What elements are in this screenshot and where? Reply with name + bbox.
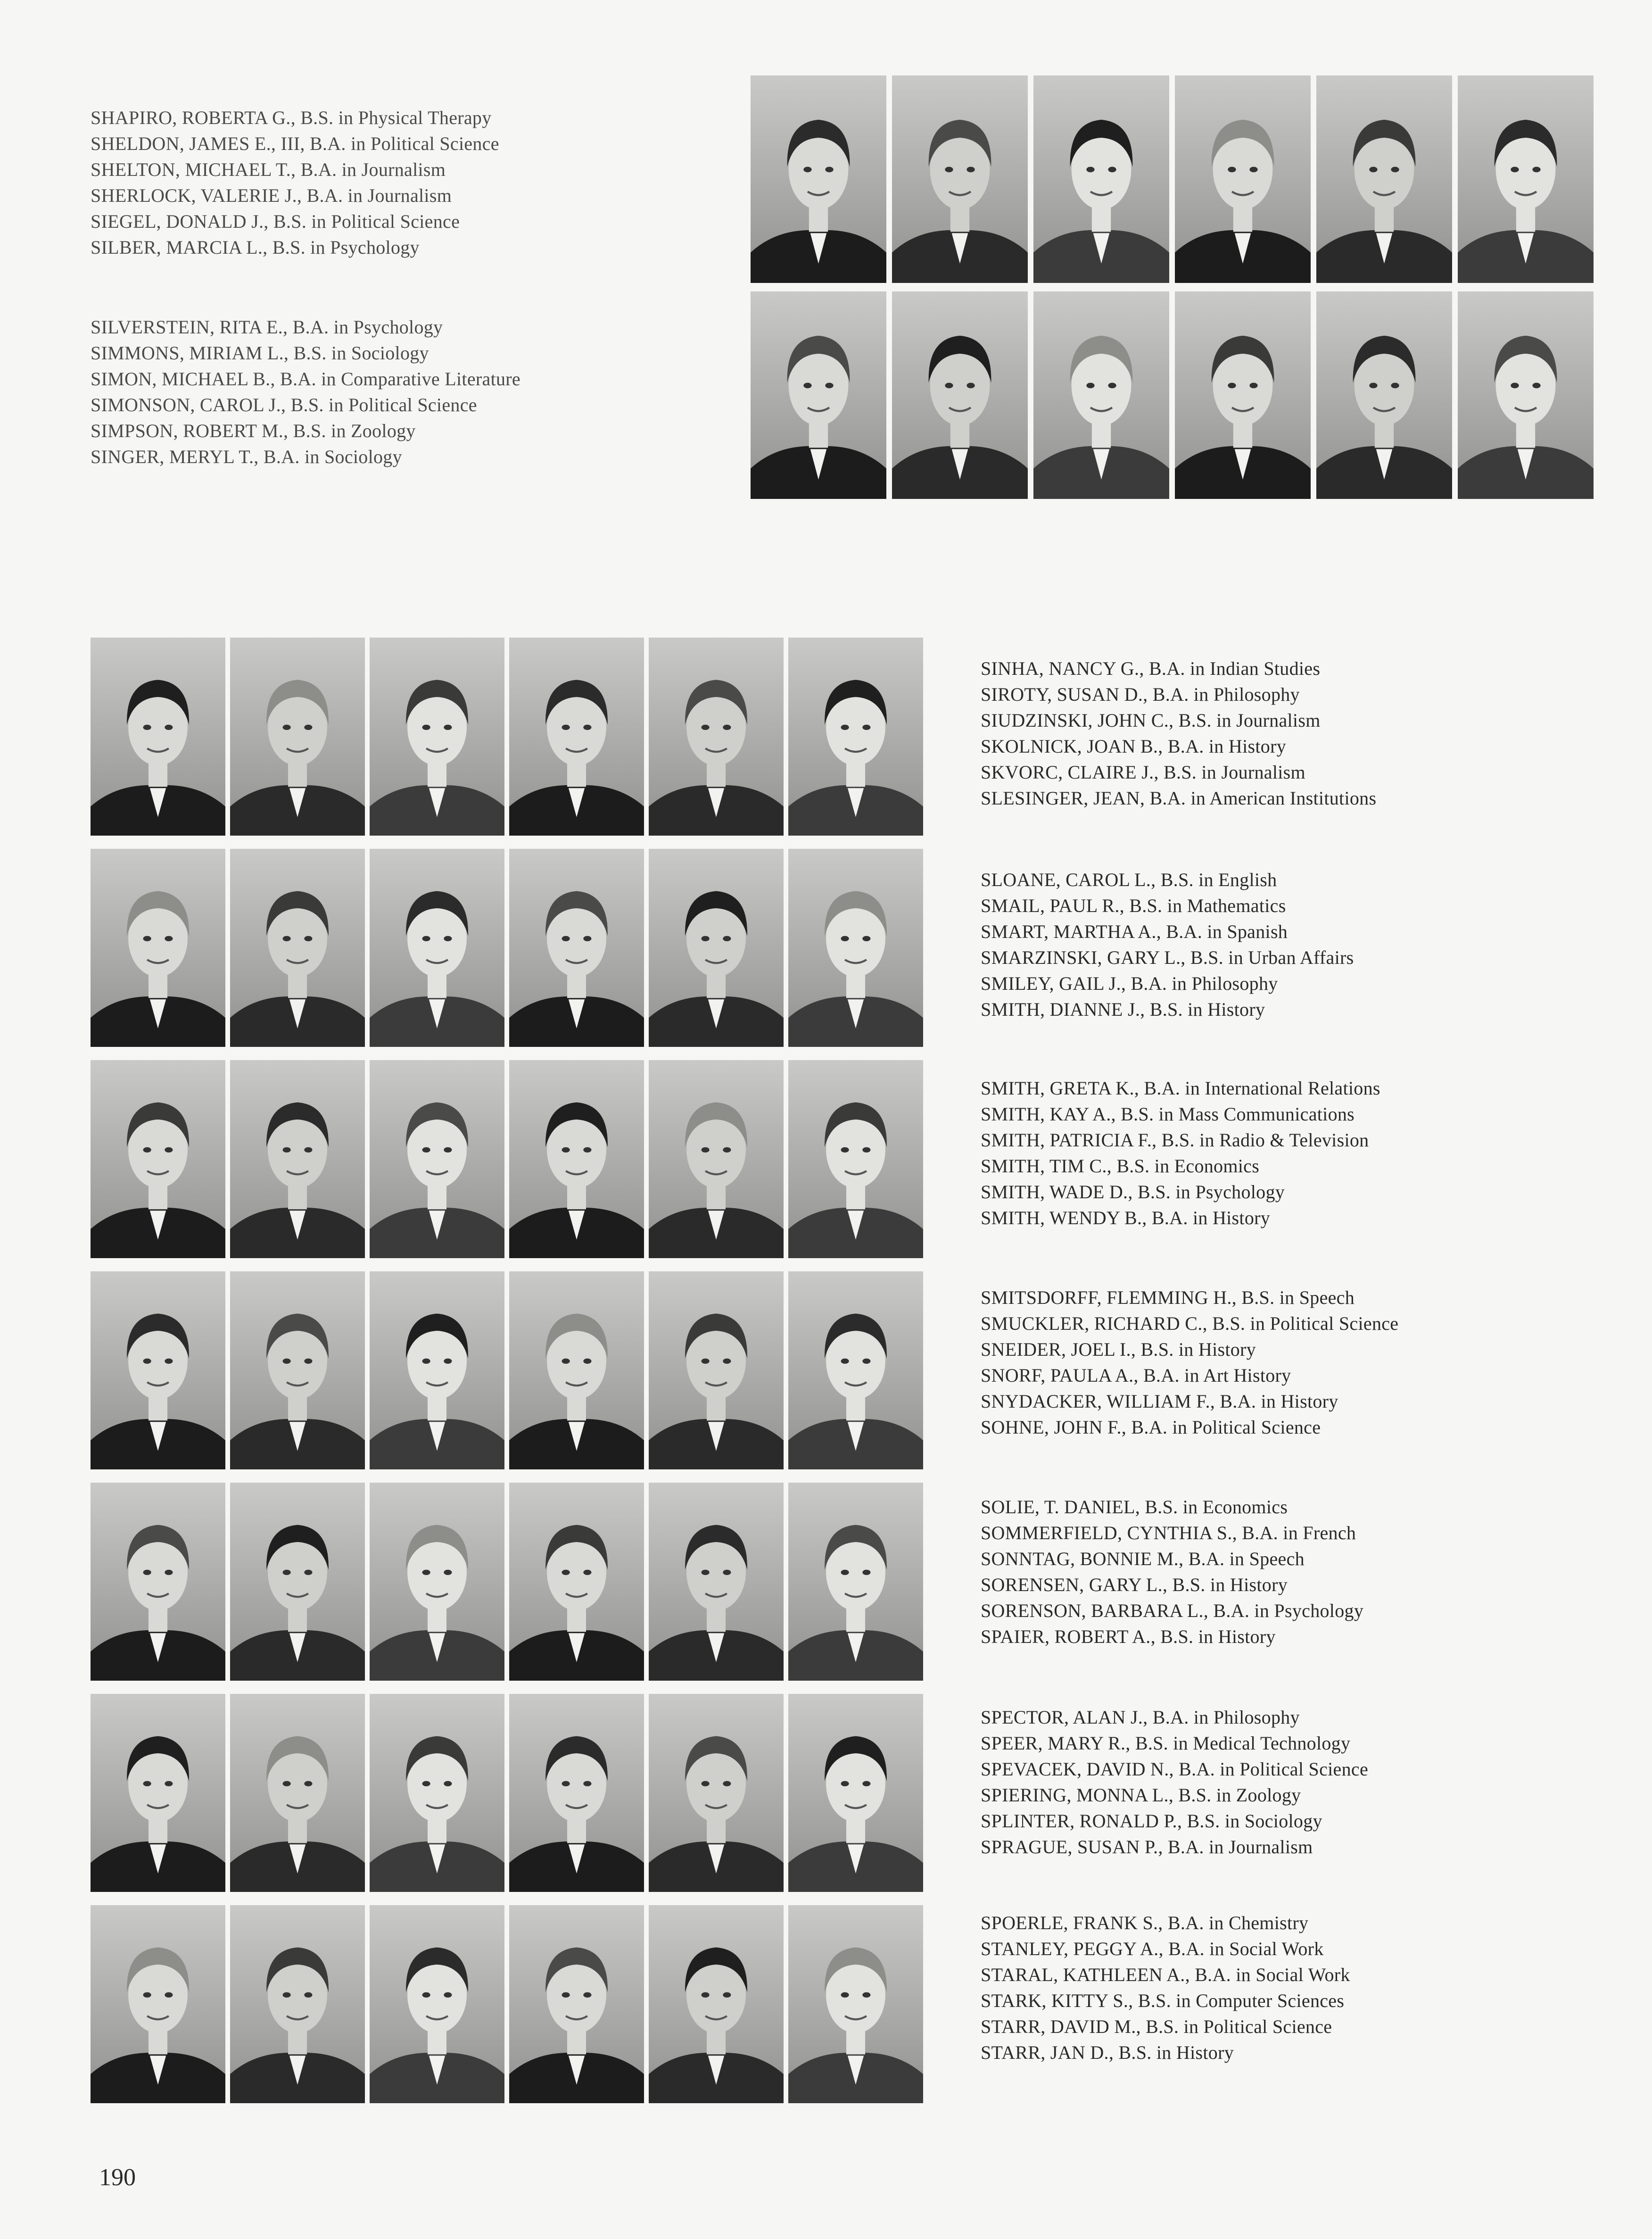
portrait-photo: [788, 1905, 923, 2103]
portrait-photo: [649, 1060, 784, 1258]
right-names-group-3: [981, 1075, 1380, 1231]
caption-line: SKVORC, CLAIRE J., B.S. in Journalism: [981, 762, 1305, 783]
caption-line: STARR, DAVID M., B.S. in Political Science: [981, 2016, 1332, 2037]
caption-line: STARR, JAN D., B.S. in History: [981, 2042, 1234, 2063]
portrait-photo: [1458, 75, 1594, 283]
portrait-photo: [509, 849, 644, 1047]
caption-line: SHERLOCK, VALERIE J., B.A. in Journalism: [91, 185, 452, 206]
portrait-photo: [230, 1060, 365, 1258]
portrait-photo: [788, 1694, 923, 1892]
portrait-photo: [1316, 291, 1452, 499]
caption-line: SLESINGER, JEAN, B.A. in American Institutions: [981, 788, 1377, 809]
portrait-photo: [370, 1905, 504, 2103]
caption-line: SNYDACKER, WILLIAM F., B.A. in History: [981, 1391, 1338, 1412]
portrait-photo: [91, 1905, 225, 2103]
caption-line: SMUCKLER, RICHARD C., B.S. in Political Science: [981, 1313, 1399, 1334]
portrait-photo: [230, 638, 365, 836]
caption-line: SORENSEN, GARY L., B.S. in History: [981, 1574, 1288, 1595]
top-names-group-1: [91, 105, 499, 260]
caption-line: SIMPSON, ROBERT M., B.S. in Zoology: [91, 420, 416, 441]
caption-line: SPRAGUE, SUSAN P., B.A. in Journalism: [981, 1836, 1313, 1858]
portrait-photo: [649, 638, 784, 836]
portrait-photo: [788, 849, 923, 1047]
portrait-photo: [892, 291, 1028, 499]
caption-line: SMITSDORFF, FLEMMING H., B.S. in Speech: [981, 1287, 1355, 1308]
caption-line: SMART, MARTHA A., B.A. in Spanish: [981, 921, 1288, 942]
caption-line: SMITH, WADE D., B.S. in Psychology: [981, 1181, 1285, 1202]
portrait-photo: [509, 1060, 644, 1258]
caption-line: SMITH, TIM C., B.S. in Economics: [981, 1155, 1260, 1177]
caption-line: SIUDZINSKI, JOHN C., B.S. in Journalism: [981, 710, 1321, 731]
right-names-group-2: [981, 867, 1354, 1022]
portrait-photo: [91, 1271, 225, 1469]
portrait-photo: [230, 1271, 365, 1469]
right-names-group-6: [981, 1704, 1368, 1860]
caption-line: SMITH, DIANNE J., B.S. in History: [981, 999, 1265, 1020]
page-number: 190: [99, 2164, 136, 2191]
portrait-photo: [91, 1694, 225, 1892]
portrait-photo: [892, 75, 1028, 283]
caption-line: SOHNE, JOHN F., B.A. in Political Science: [981, 1417, 1321, 1438]
right-names-group-1: [981, 655, 1376, 811]
caption-line: SPEVACEK, DAVID N., B.A. in Political Science: [981, 1758, 1369, 1780]
caption-line: SMILEY, GAIL J., B.A. in Philosophy: [981, 973, 1278, 994]
caption-line: SHAPIRO, ROBERTA G., B.S. in Physical Therapy: [91, 107, 492, 128]
caption-line: SIEGEL, DONALD J., B.S. in Political Science: [91, 211, 460, 232]
portrait-photo: [91, 849, 225, 1047]
portrait-photo: [1175, 75, 1311, 283]
portrait-photo: [1033, 75, 1169, 283]
caption-line: SPLINTER, RONALD P., B.S. in Sociology: [981, 1810, 1322, 1832]
caption-line: STANLEY, PEGGY A., B.A. in Social Work: [981, 1938, 1324, 1959]
portrait-photo: [91, 1483, 225, 1681]
caption-line: SMITH, KAY A., B.S. in Mass Communications: [981, 1103, 1355, 1125]
caption-line: SOMMERFIELD, CYNTHIA S., B.A. in French: [981, 1522, 1356, 1543]
right-names-group-4: [981, 1285, 1398, 1440]
caption-line: SINHA, NANCY G., B.A. in Indian Studies: [981, 658, 1321, 679]
portrait-photo: [788, 638, 923, 836]
portrait-photo: [788, 1271, 923, 1469]
portrait-photo: [1033, 291, 1169, 499]
portrait-photo: [230, 1905, 365, 2103]
portrait-photo: [230, 849, 365, 1047]
caption-line: SHELTON, MICHAEL T., B.A. in Journalism: [91, 159, 446, 180]
caption-line: STARK, KITTY S., B.S. in Computer Sciences: [981, 1990, 1345, 2011]
portrait-photo: [370, 1271, 504, 1469]
caption-line: SOLIE, T. DANIEL, B.S. in Economics: [981, 1496, 1288, 1518]
right-names-group-7: [981, 1910, 1350, 2065]
caption-line: SPAIER, ROBERT A., B.S. in History: [981, 1626, 1276, 1647]
caption-line: SNORF, PAULA A., B.A. in Art History: [981, 1365, 1291, 1386]
portrait-photo: [751, 75, 886, 283]
portrait-photo: [230, 1483, 365, 1681]
caption-line: SINGER, MERYL T., B.A. in Sociology: [91, 446, 402, 467]
caption-line: SHELDON, JAMES E., III, B.A. in Political Science: [91, 133, 499, 154]
caption-line: SMAIL, PAUL R., B.S. in Mathematics: [981, 895, 1286, 916]
portrait-photo: [370, 1694, 504, 1892]
caption-line: SIMON, MICHAEL B., B.A. in Comparative Literature: [91, 368, 520, 390]
caption-line: SMITH, PATRICIA F., B.S. in Radio & Television: [981, 1129, 1369, 1151]
portrait-photo: [370, 1060, 504, 1258]
caption-line: SKOLNICK, JOAN B., B.A. in History: [981, 736, 1287, 757]
portrait-photo: [751, 291, 886, 499]
caption-line: SMARZINSKI, GARY L., B.S. in Urban Affairs: [981, 947, 1354, 968]
portrait-photo: [649, 1271, 784, 1469]
portrait-photo: [1458, 291, 1594, 499]
portrait-photo: [509, 1694, 644, 1892]
portrait-photo: [509, 1271, 644, 1469]
portrait-photo: [91, 638, 225, 836]
caption-line: SORENSON, BARBARA L., B.A. in Psychology: [981, 1600, 1364, 1621]
top-photo-grid: [751, 75, 1594, 499]
portrait-photo: [1175, 291, 1311, 499]
caption-line: SPIERING, MONNA L., B.S. in Zoology: [981, 1784, 1301, 1806]
caption-line: SILVERSTEIN, RITA E., B.A. in Psychology: [91, 316, 443, 338]
caption-line: SNEIDER, JOEL I., B.S. in History: [981, 1339, 1256, 1360]
caption-line: SPECTOR, ALAN J., B.A. in Philosophy: [981, 1707, 1300, 1728]
portrait-photo: [509, 638, 644, 836]
caption-line: SIMMONS, MIRIAM L., B.S. in Sociology: [91, 342, 429, 364]
portrait-photo: [1316, 75, 1452, 283]
portrait-photo: [649, 849, 784, 1047]
portrait-photo: [370, 849, 504, 1047]
portrait-photo: [370, 638, 504, 836]
portrait-photo: [649, 1905, 784, 2103]
portrait-photo: [91, 1060, 225, 1258]
caption-line: SIROTY, SUSAN D., B.A. in Philosophy: [981, 684, 1300, 705]
portrait-photo: [370, 1483, 504, 1681]
portrait-photo: [788, 1483, 923, 1681]
portrait-photo: [509, 1483, 644, 1681]
caption-line: SMITH, WENDY B., B.A. in History: [981, 1207, 1271, 1228]
portrait-photo: [788, 1060, 923, 1258]
right-names-group-5: [981, 1494, 1363, 1650]
caption-line: SLOANE, CAROL L., B.S. in English: [981, 869, 1277, 890]
portrait-photo: [649, 1694, 784, 1892]
portrait-photo: [230, 1694, 365, 1892]
caption-line: SIMONSON, CAROL J., B.S. in Political Science: [91, 394, 477, 415]
portrait-photo: [509, 1905, 644, 2103]
top-names-group-2: [91, 314, 520, 470]
caption-line: SPEER, MARY R., B.S. in Medical Technology: [981, 1733, 1351, 1754]
caption-line: SONNTAG, BONNIE M., B.A. in Speech: [981, 1548, 1305, 1569]
portrait-photo: [649, 1483, 784, 1681]
caption-line: SMITH, GRETA K., B.A. in International Relations: [981, 1078, 1380, 1099]
caption-line: STARAL, KATHLEEN A., B.A. in Social Work: [981, 1964, 1350, 1985]
caption-line: SPOERLE, FRANK S., B.A. in Chemistry: [981, 1912, 1309, 1933]
caption-line: SILBER, MARCIA L., B.S. in Psychology: [91, 237, 420, 258]
bottom-photo-grid: [91, 638, 923, 2103]
